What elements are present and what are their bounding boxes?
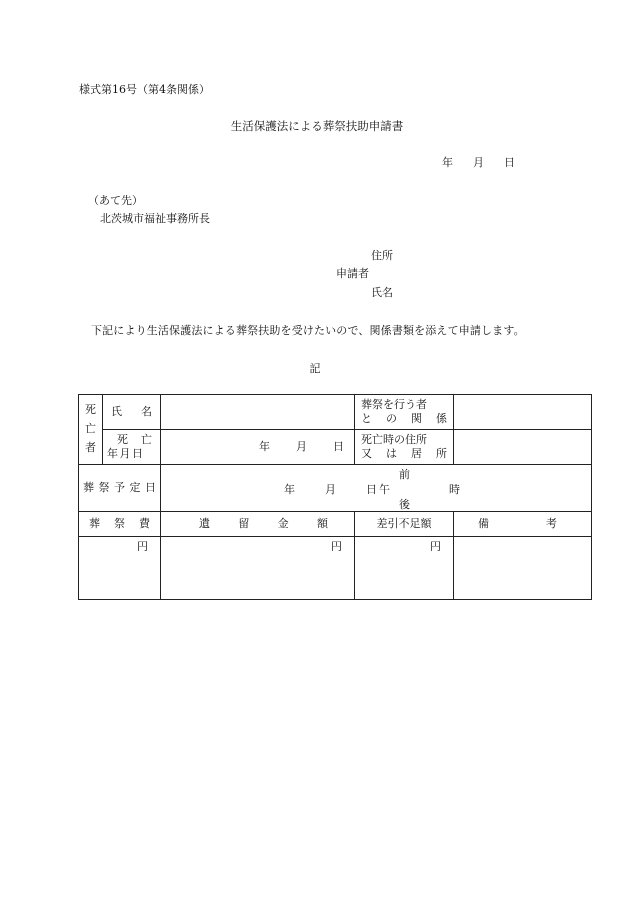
remarks-char: 備 [478, 516, 489, 530]
funds-char: 額 [316, 516, 328, 530]
addressee-label: （あて先） [88, 194, 143, 207]
remaining-funds-field[interactable] [161, 537, 355, 600]
death-date-char: 亡 [141, 432, 152, 446]
residence-char: 居 [411, 447, 422, 460]
applicant-title: 申請者 [336, 267, 369, 280]
name-label-cell [103, 395, 161, 430]
sched-char: 日 [145, 480, 156, 494]
sched-pm: 後 [399, 498, 410, 511]
remarks-char: 考 [546, 516, 557, 530]
death-year: 年 [259, 439, 270, 453]
funds-char: 留 [238, 516, 250, 530]
application-date [442, 157, 515, 168]
remarks-header [454, 512, 592, 537]
scheduled-date-field[interactable] [161, 465, 592, 512]
application-statement: 下記により生活保護法による葬祭扶助を受けたいので、関係書類を添えて申請します。 [91, 324, 525, 337]
applicant-name-label: 氏名 [371, 286, 393, 299]
form-number: 様式第16号（第4条関係） [79, 83, 210, 96]
funeral-cost-header [79, 512, 161, 537]
yen-unit: 円 [331, 540, 342, 553]
sched-am: 前 [399, 468, 410, 481]
residence-field[interactable] [454, 430, 592, 465]
deceased-header [79, 395, 103, 465]
name-label-char: 氏 [111, 404, 122, 418]
death-date-label-cell [103, 430, 161, 465]
deceased-char: 者 [85, 440, 96, 454]
date-day: 日 [504, 156, 515, 169]
funds-char: 遺 [199, 516, 210, 530]
death-day: 日 [333, 439, 344, 453]
death-date-field[interactable] [161, 430, 355, 465]
relation-char: 関 [411, 412, 422, 425]
shortfall-field[interactable] [355, 537, 454, 600]
residence-char: 所 [436, 447, 447, 460]
cost-char: 費 [139, 516, 150, 530]
ki-heading: 記 [309, 362, 321, 375]
date-month: 月 [473, 156, 484, 169]
residence-label-line1: 死亡時の住所 [361, 432, 427, 446]
sched-char: 葬 [83, 480, 94, 494]
cost-char: 祭 [114, 516, 125, 530]
performer-relation-label [355, 395, 454, 430]
yen-unit: 円 [137, 540, 148, 553]
residence-label [355, 430, 454, 465]
deceased-char: 死 [85, 403, 96, 417]
application-form-table [78, 394, 592, 600]
death-month: 月 [296, 439, 307, 453]
addressee-office: 北茨城市福祉事務所長 [100, 212, 210, 225]
sched-hour: 時 [449, 483, 460, 496]
sched-year: 年 [284, 483, 295, 496]
yen-unit: 円 [430, 540, 441, 553]
deceased-char: 亡 [85, 422, 96, 436]
relation-char: と [361, 412, 372, 425]
sched-month: 月 [325, 483, 336, 496]
sched-day: 日 [366, 483, 377, 496]
sched-noon: 午 [379, 483, 390, 496]
funeral-cost-field[interactable] [79, 537, 161, 600]
name-label-char: 名 [141, 404, 152, 418]
relation-char: 係 [436, 412, 447, 425]
remaining-funds-header [161, 512, 355, 537]
document-title: 生活保護法による葬祭扶助申請書 [230, 119, 404, 133]
sched-char: 祭 [98, 480, 110, 494]
sched-char: 予 [114, 480, 125, 494]
funds-char: 金 [277, 516, 289, 530]
scheduled-date-label [79, 465, 161, 512]
residence-char: は [386, 447, 397, 460]
relation-char: の [386, 412, 397, 425]
death-date-char: 死 [117, 432, 128, 446]
date-year: 年 [442, 156, 453, 169]
performer-label-line1: 葬祭を行う者 [361, 397, 427, 411]
cost-char: 葬 [89, 516, 100, 530]
remarks-field[interactable] [454, 537, 592, 600]
shortfall-header: 差引不足額 [355, 512, 454, 537]
sched-char: 定 [129, 480, 141, 494]
performer-relation-field[interactable] [454, 395, 592, 430]
residence-char: 又 [361, 447, 372, 460]
applicant-address-label: 住所 [371, 249, 393, 262]
death-date-ymd: 年 月 日 [107, 447, 143, 460]
deceased-name-field[interactable] [161, 395, 355, 430]
